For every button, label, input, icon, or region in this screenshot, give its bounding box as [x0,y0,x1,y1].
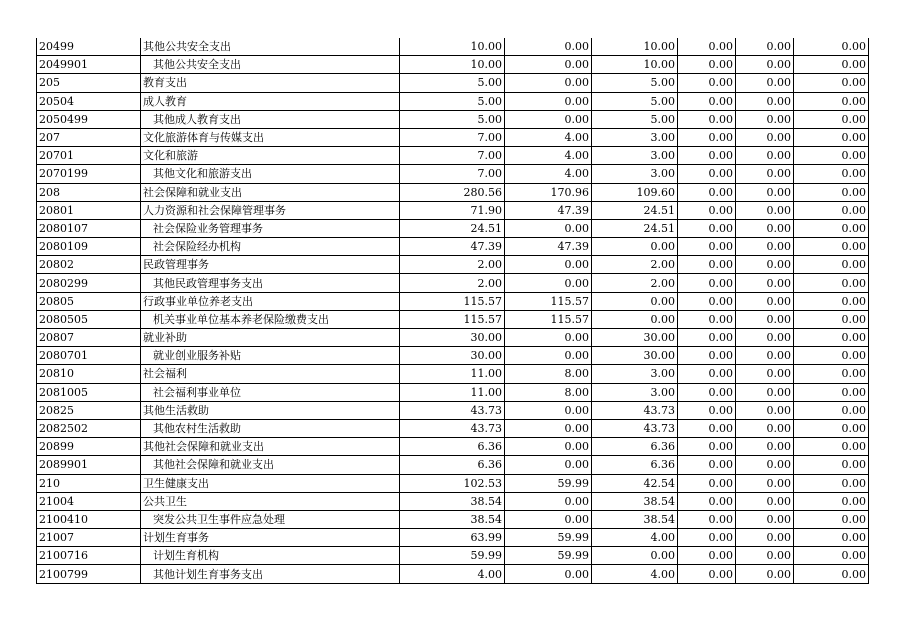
amount-cell: 3.00 [592,365,678,383]
subject-name-cell: 成人教育 [141,92,400,110]
amount-cell: 0.00 [794,510,869,528]
table-row [37,274,869,292]
subject-name-cell: 突发公共卫生事件应急处理 [141,510,400,528]
amount-cell: 0.00 [678,238,736,256]
table-row [37,492,869,510]
amount-cell: 11.00 [400,365,505,383]
table-row [37,438,869,456]
subject-code-cell: 2089901 [37,456,141,474]
amount-cell: 3.00 [592,383,678,401]
amount-cell: 0.00 [678,74,736,92]
amount-cell: 0.00 [678,401,736,419]
amount-cell: 8.00 [505,383,592,401]
subject-code-cell: 20499 [37,38,141,56]
table-row [37,147,869,165]
amount-cell: 6.36 [592,456,678,474]
table-row [37,219,869,237]
table-row [37,238,869,256]
amount-cell: 0.00 [505,510,592,528]
subject-code-cell: 20504 [37,92,141,110]
amount-cell: 0.00 [678,438,736,456]
subject-name-cell: 计划生育机构 [141,547,400,565]
amount-cell: 0.00 [794,419,869,437]
amount-cell: 0.00 [736,147,794,165]
amount-cell: 59.99 [400,547,505,565]
amount-cell: 0.00 [678,510,736,528]
table-row [37,565,869,583]
amount-cell: 0.00 [736,292,794,310]
amount-cell: 6.36 [400,456,505,474]
amount-cell: 0.00 [794,365,869,383]
amount-cell: 0.00 [678,56,736,74]
amount-cell: 38.54 [592,510,678,528]
amount-cell: 0.00 [736,492,794,510]
table-row [37,165,869,183]
amount-cell: 0.00 [678,183,736,201]
subject-code-cell: 20810 [37,365,141,383]
amount-cell: 0.00 [678,547,736,565]
budget-table-body [37,38,869,583]
subject-code-cell: 2080299 [37,274,141,292]
budget-table [36,38,869,584]
amount-cell: 8.00 [505,365,592,383]
table-row [37,128,869,146]
amount-cell: 6.36 [592,438,678,456]
subject-code-cell: 2049901 [37,56,141,74]
amount-cell: 5.00 [400,110,505,128]
amount-cell: 24.51 [592,201,678,219]
amount-cell: 0.00 [678,310,736,328]
amount-cell: 0.00 [505,329,592,347]
amount-cell: 43.73 [592,401,678,419]
amount-cell: 0.00 [794,56,869,74]
subject-name-cell: 就业创业服务补贴 [141,347,400,365]
amount-cell: 7.00 [400,128,505,146]
amount-cell: 0.00 [736,510,794,528]
amount-cell: 0.00 [794,547,869,565]
amount-cell: 0.00 [505,219,592,237]
subject-code-cell: 20805 [37,292,141,310]
amount-cell: 42.54 [592,474,678,492]
subject-code-cell: 2100716 [37,547,141,565]
amount-cell: 47.39 [400,238,505,256]
subject-code-cell: 21004 [37,492,141,510]
amount-cell: 0.00 [736,38,794,56]
amount-cell: 4.00 [400,565,505,583]
amount-cell: 0.00 [736,565,794,583]
amount-cell: 0.00 [678,219,736,237]
amount-cell: 2.00 [592,274,678,292]
table-row [37,56,869,74]
subject-code-cell: 2080701 [37,347,141,365]
amount-cell: 0.00 [794,565,869,583]
table-row [37,547,869,565]
table-row [37,183,869,201]
amount-cell: 4.00 [505,165,592,183]
amount-cell: 0.00 [794,183,869,201]
amount-cell: 102.53 [400,474,505,492]
amount-cell: 115.57 [505,292,592,310]
amount-cell: 0.00 [794,238,869,256]
amount-cell: 0.00 [736,74,794,92]
amount-cell: 0.00 [505,347,592,365]
amount-cell: 30.00 [592,329,678,347]
subject-code-cell: 2082502 [37,419,141,437]
amount-cell: 0.00 [736,401,794,419]
amount-cell: 0.00 [794,401,869,419]
amount-cell: 0.00 [678,256,736,274]
subject-name-cell: 其他社会保障和就业支出 [141,438,400,456]
subject-name-cell: 公共卫生 [141,492,400,510]
subject-code-cell: 2080505 [37,310,141,328]
subject-code-cell: 2050499 [37,110,141,128]
amount-cell: 0.00 [505,419,592,437]
amount-cell: 10.00 [592,56,678,74]
subject-code-cell: 2081005 [37,383,141,401]
amount-cell: 0.00 [736,56,794,74]
subject-name-cell: 其他成人教育支出 [141,110,400,128]
amount-cell: 0.00 [678,383,736,401]
amount-cell: 0.00 [736,92,794,110]
amount-cell: 0.00 [678,165,736,183]
amount-cell: 24.51 [592,219,678,237]
subject-name-cell: 行政事业单位养老支出 [141,292,400,310]
amount-cell: 7.00 [400,165,505,183]
amount-cell: 0.00 [736,419,794,437]
amount-cell: 0.00 [678,292,736,310]
amount-cell: 0.00 [505,456,592,474]
amount-cell: 0.00 [592,547,678,565]
amount-cell: 0.00 [505,56,592,74]
subject-name-cell: 其他计划生育事务支出 [141,565,400,583]
amount-cell: 0.00 [736,256,794,274]
table-row [37,419,869,437]
amount-cell: 0.00 [794,474,869,492]
amount-cell: 5.00 [592,74,678,92]
amount-cell: 0.00 [794,38,869,56]
subject-name-cell: 机关事业单位基本养老保险缴费支出 [141,310,400,328]
amount-cell: 5.00 [592,92,678,110]
amount-cell: 170.96 [505,183,592,201]
amount-cell: 6.36 [400,438,505,456]
amount-cell: 0.00 [592,292,678,310]
amount-cell: 0.00 [794,219,869,237]
table-row [37,383,869,401]
amount-cell: 0.00 [794,438,869,456]
amount-cell: 0.00 [678,110,736,128]
amount-cell: 0.00 [794,165,869,183]
amount-cell: 0.00 [794,147,869,165]
subject-code-cell: 207 [37,128,141,146]
amount-cell: 59.99 [505,529,592,547]
amount-cell: 0.00 [794,310,869,328]
subject-code-cell: 20701 [37,147,141,165]
subject-name-cell: 其他公共安全支出 [141,56,400,74]
amount-cell: 0.00 [736,329,794,347]
subject-code-cell: 20802 [37,256,141,274]
subject-name-cell: 文化和旅游 [141,147,400,165]
subject-name-cell: 计划生育事务 [141,529,400,547]
amount-cell: 0.00 [736,456,794,474]
table-row [37,74,869,92]
amount-cell: 10.00 [400,56,505,74]
amount-cell: 0.00 [794,256,869,274]
amount-cell: 47.39 [505,201,592,219]
subject-code-cell: 2070199 [37,165,141,183]
table-row [37,474,869,492]
amount-cell: 0.00 [736,183,794,201]
table-row [37,456,869,474]
amount-cell: 0.00 [505,92,592,110]
amount-cell: 30.00 [400,329,505,347]
amount-cell: 0.00 [794,201,869,219]
table-row [37,256,869,274]
amount-cell: 115.57 [505,310,592,328]
amount-cell: 24.51 [400,219,505,237]
amount-cell: 0.00 [678,128,736,146]
subject-name-cell: 其他生活救助 [141,401,400,419]
subject-code-cell: 20807 [37,329,141,347]
subject-code-cell: 2100410 [37,510,141,528]
table-row [37,401,869,419]
amount-cell: 3.00 [592,128,678,146]
amount-cell: 0.00 [736,165,794,183]
amount-cell: 0.00 [794,92,869,110]
amount-cell: 38.54 [400,510,505,528]
amount-cell: 0.00 [736,201,794,219]
amount-cell: 11.00 [400,383,505,401]
subject-name-cell: 其他农村生活救助 [141,419,400,437]
subject-code-cell: 20899 [37,438,141,456]
subject-name-cell: 卫生健康支出 [141,474,400,492]
amount-cell: 0.00 [736,274,794,292]
amount-cell: 30.00 [400,347,505,365]
amount-cell: 10.00 [400,38,505,56]
amount-cell: 0.00 [736,438,794,456]
amount-cell: 0.00 [592,310,678,328]
table-row [37,329,869,347]
subject-name-cell: 人力资源和社会保障管理事务 [141,201,400,219]
amount-cell: 47.39 [505,238,592,256]
subject-name-cell: 其他民政管理事务支出 [141,274,400,292]
amount-cell: 2.00 [592,256,678,274]
amount-cell: 2.00 [400,256,505,274]
table-row [37,347,869,365]
amount-cell: 0.00 [678,492,736,510]
amount-cell: 115.57 [400,292,505,310]
amount-cell: 0.00 [736,529,794,547]
table-row [37,201,869,219]
subject-code-cell: 2080109 [37,238,141,256]
amount-cell: 0.00 [736,219,794,237]
amount-cell: 0.00 [505,74,592,92]
amount-cell: 0.00 [736,310,794,328]
amount-cell: 38.54 [400,492,505,510]
amount-cell: 0.00 [736,383,794,401]
amount-cell: 0.00 [678,419,736,437]
amount-cell: 3.00 [592,147,678,165]
subject-name-cell: 其他文化和旅游支出 [141,165,400,183]
amount-cell: 0.00 [794,110,869,128]
amount-cell: 7.00 [400,147,505,165]
amount-cell: 0.00 [736,238,794,256]
table-row [37,92,869,110]
amount-cell: 59.99 [505,547,592,565]
amount-cell: 4.00 [505,147,592,165]
amount-cell: 4.00 [592,529,678,547]
amount-cell: 63.99 [400,529,505,547]
subject-code-cell: 20825 [37,401,141,419]
amount-cell: 5.00 [400,92,505,110]
amount-cell: 0.00 [678,147,736,165]
subject-name-cell: 社会保障和就业支出 [141,183,400,201]
amount-cell: 2.00 [400,274,505,292]
amount-cell: 0.00 [736,474,794,492]
subject-name-cell: 社会福利 [141,365,400,383]
subject-code-cell: 21007 [37,529,141,547]
amount-cell: 0.00 [505,110,592,128]
amount-cell: 4.00 [592,565,678,583]
amount-cell: 0.00 [678,565,736,583]
amount-cell: 43.73 [400,401,505,419]
amount-cell: 0.00 [736,128,794,146]
amount-cell: 0.00 [678,92,736,110]
amount-cell: 109.60 [592,183,678,201]
amount-cell: 0.00 [736,547,794,565]
subject-name-cell: 社会福利事业单位 [141,383,400,401]
subject-name-cell: 其他社会保障和就业支出 [141,456,400,474]
amount-cell: 0.00 [505,565,592,583]
subject-code-cell: 20801 [37,201,141,219]
amount-cell: 0.00 [505,274,592,292]
amount-cell: 0.00 [794,492,869,510]
amount-cell: 0.00 [794,456,869,474]
amount-cell: 0.00 [678,456,736,474]
subject-name-cell: 社会保险经办机构 [141,238,400,256]
amount-cell: 0.00 [678,38,736,56]
amount-cell: 0.00 [505,256,592,274]
amount-cell: 43.73 [400,419,505,437]
amount-cell: 0.00 [794,292,869,310]
amount-cell: 43.73 [592,419,678,437]
subject-name-cell: 其他公共安全支出 [141,38,400,56]
amount-cell: 0.00 [794,347,869,365]
amount-cell: 0.00 [505,438,592,456]
subject-name-cell: 教育支出 [141,74,400,92]
table-row [37,310,869,328]
amount-cell: 71.90 [400,201,505,219]
amount-cell: 0.00 [592,238,678,256]
subject-name-cell: 就业补助 [141,329,400,347]
amount-cell: 0.00 [794,274,869,292]
amount-cell: 5.00 [592,110,678,128]
table-row [37,110,869,128]
subject-name-cell: 文化旅游体育与传媒支出 [141,128,400,146]
amount-cell: 5.00 [400,74,505,92]
amount-cell: 0.00 [678,347,736,365]
amount-cell: 0.00 [678,365,736,383]
table-row [37,38,869,56]
amount-cell: 10.00 [592,38,678,56]
amount-cell: 0.00 [678,201,736,219]
table-row [37,529,869,547]
amount-cell: 115.57 [400,310,505,328]
amount-cell: 0.00 [794,529,869,547]
amount-cell: 0.00 [505,401,592,419]
table-row [37,292,869,310]
subject-code-cell: 205 [37,74,141,92]
amount-cell: 59.99 [505,474,592,492]
amount-cell: 0.00 [736,365,794,383]
amount-cell: 30.00 [592,347,678,365]
subject-code-cell: 210 [37,474,141,492]
amount-cell: 0.00 [505,38,592,56]
subject-code-cell: 2080107 [37,219,141,237]
amount-cell: 0.00 [736,347,794,365]
table-row [37,510,869,528]
amount-cell: 0.00 [678,329,736,347]
subject-code-cell: 208 [37,183,141,201]
amount-cell: 280.56 [400,183,505,201]
table-row [37,365,869,383]
amount-cell: 0.00 [505,492,592,510]
subject-name-cell: 民政管理事务 [141,256,400,274]
amount-cell: 0.00 [736,110,794,128]
amount-cell: 0.00 [678,274,736,292]
amount-cell: 3.00 [592,165,678,183]
amount-cell: 0.00 [794,128,869,146]
subject-name-cell: 社会保险业务管理事务 [141,219,400,237]
amount-cell: 0.00 [678,529,736,547]
subject-code-cell: 2100799 [37,565,141,583]
amount-cell: 0.00 [794,74,869,92]
amount-cell: 38.54 [592,492,678,510]
amount-cell: 0.00 [678,474,736,492]
amount-cell: 4.00 [505,128,592,146]
amount-cell: 0.00 [794,329,869,347]
amount-cell: 0.00 [794,383,869,401]
